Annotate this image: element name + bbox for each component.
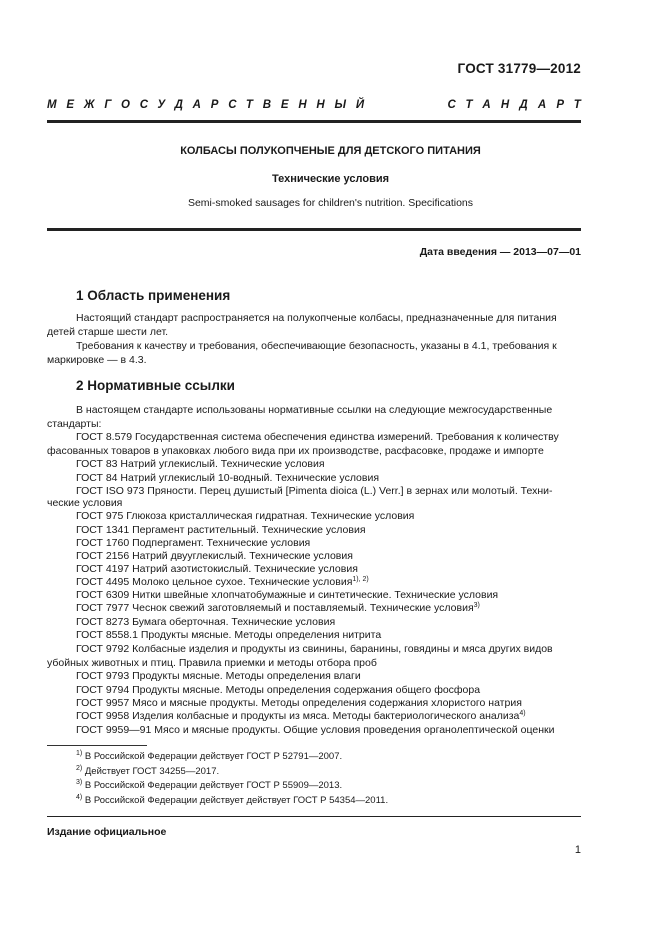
paragraph-line: детей старше шести лет.: [47, 326, 169, 338]
reference-item: [76, 602, 480, 614]
reference-item: [76, 710, 526, 722]
introduction-date: Дата введения — 2013—07—01: [419, 246, 581, 258]
paragraph-line: Настоящий стандарт распространяется на полукопченые колбасы, предназначенные для питания: [76, 312, 557, 324]
english-title: Semi-smoked sausages for children's nutrition. Specifications: [187, 197, 474, 209]
page-number: 1: [574, 844, 581, 856]
interstate-word: МЕЖГОСУДАРСТВЕННЫЙ: [47, 99, 374, 111]
footnote-separator: [47, 745, 147, 746]
header-rule: [47, 120, 581, 123]
footnote-mark: 1): [76, 750, 83, 757]
footnote-mark: 3): [76, 779, 83, 786]
reference-item: ГОСТ 9792 Колбасные изделия и продукты из свинины, баранины, говядины и мяса других видов: [76, 643, 553, 655]
paragraph-line: Требования к качеству и требования, обеспечивающие безопасность, указаны в 4.1, требования к: [76, 340, 557, 352]
reference-item: ГОСТ 84 Натрий углекислый 10-водный. Технические условия: [76, 472, 380, 484]
official-edition-label: Издание официальное: [47, 826, 167, 838]
reference-item: ГОСТ 1760 Подпергамент. Технические условия: [76, 537, 311, 549]
reference-item: ГОСТ 9957 Мясо и мясные продукты. Методы определения содержания хлористого натрия: [76, 697, 522, 709]
section-2-heading: 2 Нормативные ссылки: [76, 378, 235, 393]
footnote: [76, 751, 342, 762]
paragraph-line: стандарты:: [47, 418, 102, 430]
paragraph-line: В настоящем стандарте использованы нормативные ссылки на следующие межгосударственные: [76, 404, 553, 416]
footnote-text: В Российской Федерации действует ГОСТ Р 55909—2013.: [84, 780, 343, 791]
reference-item: ГОСТ 1341 Пергамент растительный. Технические условия: [76, 524, 366, 536]
footnote-ref: 3): [473, 602, 480, 609]
footnote: [76, 766, 219, 777]
title-rule: [47, 228, 581, 231]
footnote-mark: 2): [76, 765, 83, 772]
document-title: КОЛБАСЫ ПОЛУКОПЧЕНЫЕ ДЛЯ ДЕТСКОГО ПИТАНИЯ: [180, 145, 481, 157]
reference-item: ГОСТ 4197 Натрий азотистокислый. Технические условия: [76, 563, 358, 575]
reference-item: ГОСТ 975 Глюкоза кристаллическая гидратная. Технические условия: [76, 510, 415, 522]
interstate-standard-banner: [47, 99, 591, 111]
reference-item: ГОСТ 9959—91 Мясо и мясные продукты. Общие условия проведения органолептической оценки: [76, 724, 555, 736]
footnote-text: В Российской Федерации действует ГОСТ Р 52791—2007.: [84, 751, 343, 762]
section-1-heading: 1 Область применения: [76, 288, 231, 303]
reference-item: ГОСТ 8273 Бумага оберточная. Технические условия: [76, 616, 336, 628]
reference-text: ГОСТ 9958 Изделия колбасные и продукты из мяса. Методы бактериологического анализа: [76, 710, 520, 722]
reference-item: ГОСТ 2156 Натрий двууглекислый. Технические условия: [76, 550, 353, 562]
document-subtitle: Технические условия: [271, 173, 390, 185]
reference-item: ГОСТ 83 Натрий углекислый. Технические условия: [76, 458, 325, 470]
reference-text: ГОСТ 7977 Чеснок свежий заготовляемый и поставляемый. Технические условия: [76, 602, 474, 614]
footnote: [76, 795, 388, 806]
footnote-text: Действует ГОСТ 34255—2017.: [84, 766, 220, 777]
reference-item: [76, 576, 369, 588]
standard-code: ГОСТ 31779—2012: [457, 61, 581, 76]
reference-item: ГОСТ 9794 Продукты мясные. Методы определения содержания общего фосфора: [76, 684, 481, 696]
reference-item-cont: ческие условия: [47, 497, 123, 509]
reference-item: ГОСТ ISO 973 Пряности. Перец душистый [Pimenta dioica (L.) Verr.] в зернах или молотый. Техни-: [76, 485, 553, 497]
reference-item: ГОСТ 6309 Нитки швейные хлопчатобумажные и синтетические. Технические условия: [76, 589, 499, 601]
footnote-text: В Российской Федерации действует действует ГОСТ Р 54354—2011.: [84, 795, 389, 806]
reference-text: ГОСТ 4495 Молоко цельное сухое. Технические условия: [76, 576, 353, 588]
reference-item-cont: убойных животных и птиц. Правила приемки и методы отбора проб: [47, 657, 377, 669]
footer-rule: [47, 816, 581, 817]
footnote: [76, 780, 342, 791]
reference-item: ГОСТ 9793 Продукты мясные. Методы определения влаги: [76, 670, 361, 682]
footnote-ref: 1), 2): [352, 576, 369, 583]
standard-word: СТАНДАРТ: [447, 99, 591, 111]
footnote-mark: 4): [76, 794, 83, 801]
reference-item: ГОСТ 8558.1 Продукты мясные. Методы определения нитрита: [76, 629, 382, 641]
paragraph-line: маркировке — в 4.3.: [47, 354, 147, 366]
reference-item-cont: фасованных товаров в упаковках любого вида при их производстве, расфасовке, продаже и импорте: [47, 445, 544, 457]
footnote-ref: 4): [519, 710, 526, 717]
reference-item: ГОСТ 8.579 Государственная система обеспечения единства измерений. Требования к количеству: [76, 431, 559, 443]
